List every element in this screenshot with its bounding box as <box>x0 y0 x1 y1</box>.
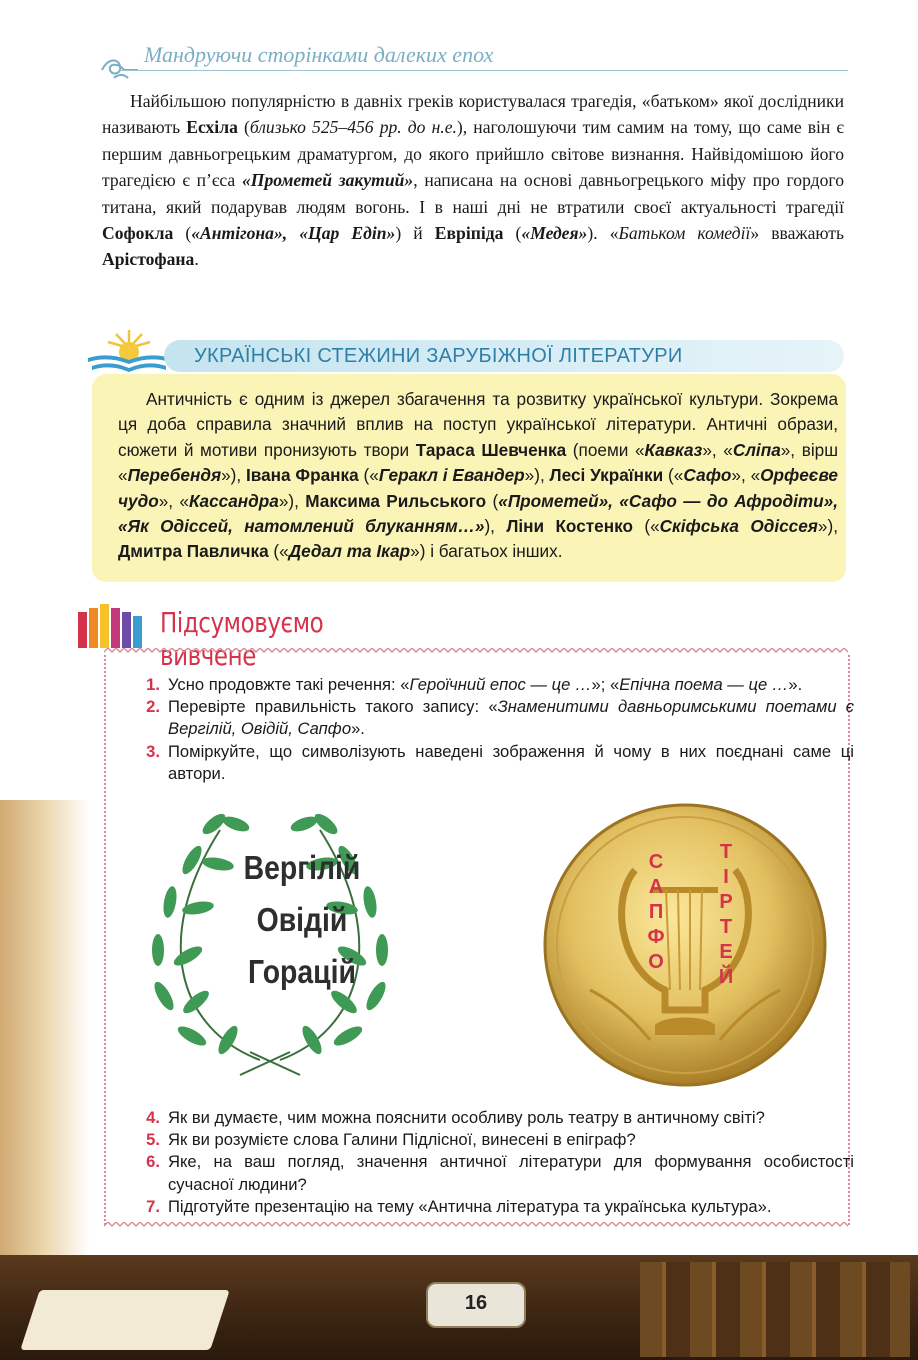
poet-name: Горацій <box>248 953 356 990</box>
header-title: Мандруючи сторінками далеких епох <box>144 42 494 67</box>
page-number: 16 <box>464 1292 488 1314</box>
list-item: 3. Поміркуйте, що символізують наведені зображення й чому в них поєднані саме ці автори. <box>146 741 854 783</box>
summary-title: Підсумовуємо вивчене <box>160 606 324 672</box>
poet-name: Вергілій <box>243 849 361 886</box>
bookshelf-decoration <box>640 1262 910 1357</box>
list-item: 5. Як ви розумієте слова Галини Підлісної, винесені в епіграф? <box>146 1130 636 1150</box>
zigzag-border-bottom <box>104 1222 848 1230</box>
list-item: 1. Усно продовжте такі речення: «Героїчний епос — це …»; «Епічна поема — це …». <box>146 675 803 694</box>
summary-heading <box>78 604 478 672</box>
section-banner <box>164 340 844 372</box>
author-euripides: Евріпіда <box>434 223 504 244</box>
work-prometheus: «Прометей закутий» <box>241 170 414 191</box>
list-item: 4. Як ви думаєте, чим можна пояснити особливу роль театру в античному світі? <box>146 1108 765 1127</box>
list-item: 6. Яке, на ваш погляд, значення античної літератури для формування особистості сучасної людини? <box>146 1152 854 1194</box>
header-rule <box>120 70 848 71</box>
ukrainian-paths-text: Античність є одним із джерел збагачення та розвитку української культури. Зокрема ця доба справила значний вплив на поступ української літератури. Античні образи, сюжети й мотиви пронизують твори Тараса Шевченка (поеми «Кавказ», «Сліпа», вірш «Перебендя»), Івана Франка («Геракл і Евандер»), Лесі Українки («Сафо», «Орфеєве чудо», «Кассандра»), Максима Рильського («Прометей», «Сафо — до Афродіти», «Як Одіссей, натомлений блуканням…»), Ліни Костенко («Скіфська Одіссея»), Дмитра Павличка («Дедал та Ікар») і багатьох інших. <box>118 389 838 562</box>
page-number-plate <box>426 1282 526 1328</box>
author-aeschylus: Есхіла <box>186 117 238 138</box>
poet-name: Овідій <box>256 901 348 938</box>
coin-left-letters: С А П Ф О <box>647 851 665 973</box>
running-header <box>100 40 850 80</box>
zigzag-border-top <box>104 648 848 656</box>
list-item: 2. Перевірте правильність такого запису: «Знаменитими давньоримськими поетами є Вергілій, Овідій, Сапфо». <box>146 697 855 739</box>
open-book-decoration <box>20 1290 229 1350</box>
intro-paragraph: Найбільшою популярністю в давніх греків користувалася трагедія, «батьком» якої дослідники називають Есхіла (близько 525–456 рр. до н.е.), наголошуючи тим самим на тому, що саме він є першим давньогрецьким драматургом, до якого прийшло світове визнання. Найвідомішою його трагедією є п’єса «Прометей закутий», написана на основі давньогрецького міфу про гордого титана, який подарував людям вогонь. І в наші дні не втратили своєї актуальності трагедії Софокла («Антігона», «Цар Едіп») й Евріпіда («Медея»). «Батьком комедії» вважають Арістофана. <box>102 91 845 270</box>
author-sophocles: Софокла <box>102 223 174 244</box>
author-aristophanes: Арістофана <box>102 249 195 270</box>
decorative-background-art <box>0 800 90 1260</box>
rising-sun-book-icon <box>84 326 174 374</box>
rainbow-bars-icon <box>78 604 150 648</box>
coin-right-letters: Т І Р Т Е Й <box>718 841 734 988</box>
border-left <box>104 655 114 1225</box>
list-item: 7. Підготуйте презентацію на тему «Антична література та українська культура». <box>146 1196 772 1216</box>
gold-medal-lyre-image <box>540 800 830 1090</box>
section-banner-title: УКРАЇНСЬКІ СТЕЖИНИ ЗАРУБІЖНОЇ ЛІТЕРАТУРИ <box>194 345 683 367</box>
flourish-ornament-icon <box>100 52 140 82</box>
wreath-poet-names <box>233 842 371 998</box>
questions-bottom <box>134 1107 854 1218</box>
questions-top <box>134 674 854 785</box>
